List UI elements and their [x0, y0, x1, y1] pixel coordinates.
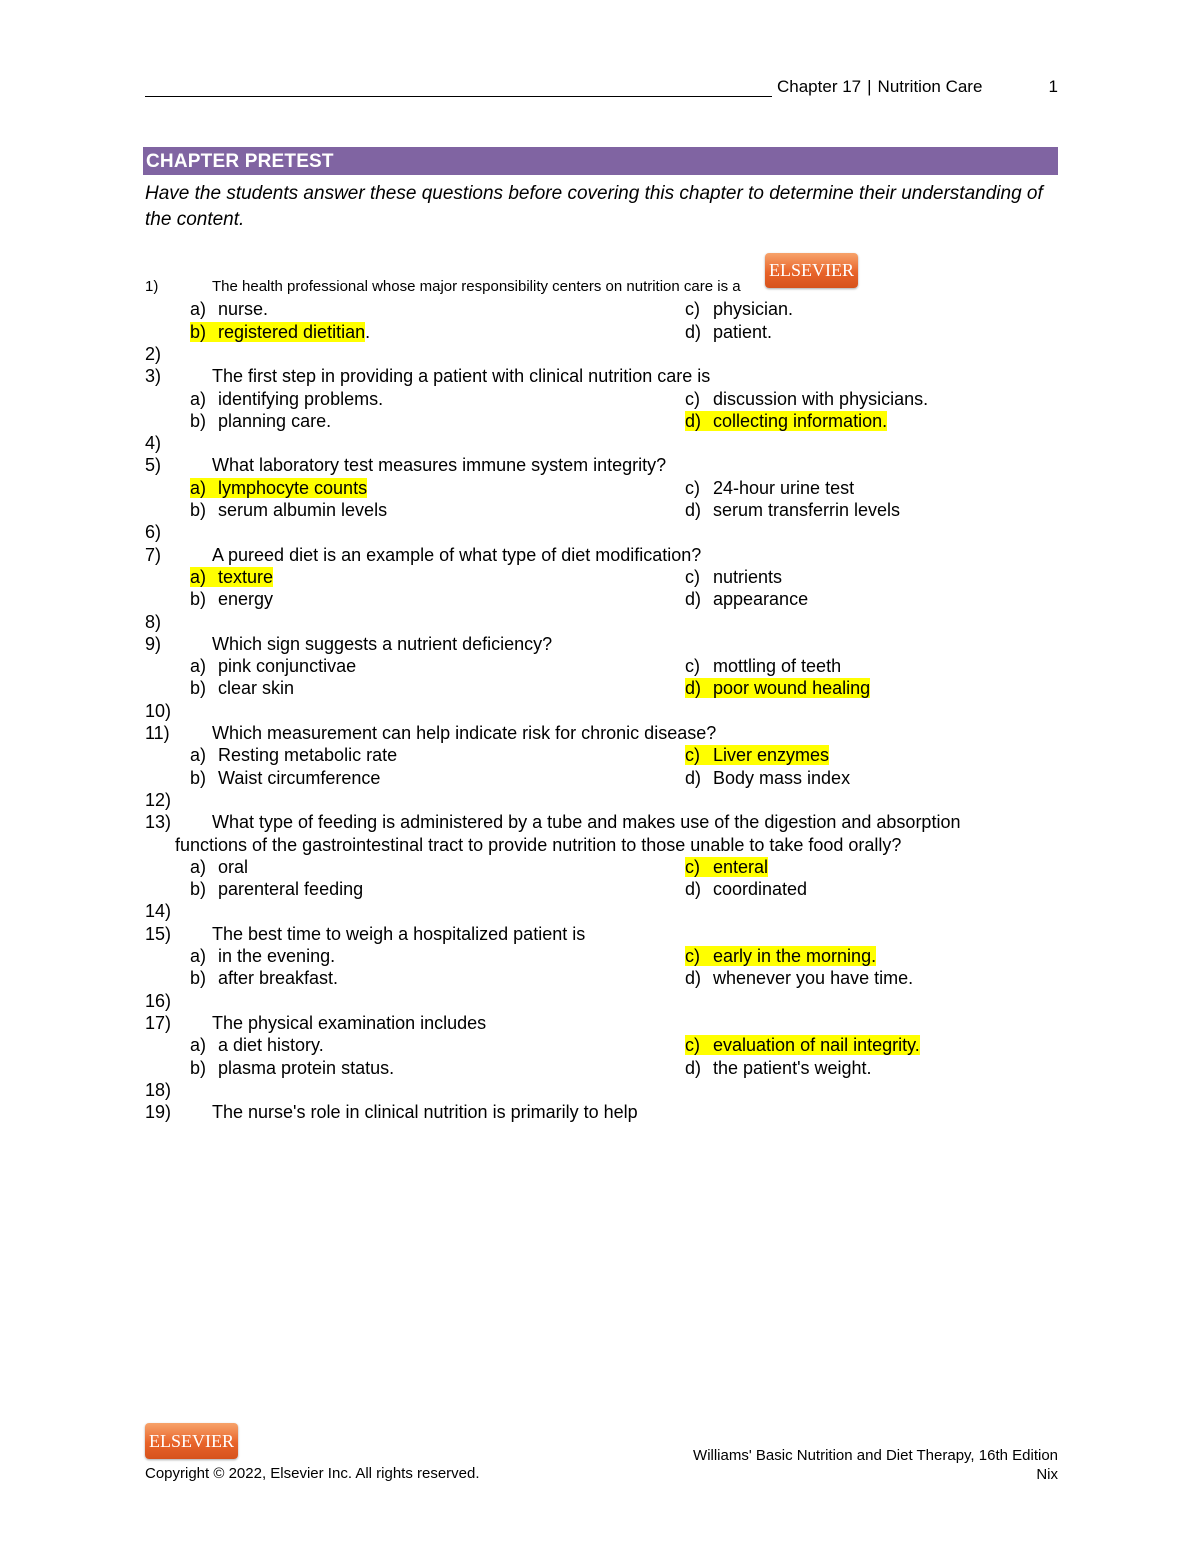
header-separator: | [867, 77, 872, 96]
answer-letter: a) [190, 477, 207, 498]
answer-option [685, 321, 772, 343]
question-number: 18) [145, 1079, 172, 1100]
answer-label: patient. [713, 321, 773, 342]
answer-letter: d) [685, 321, 702, 342]
answer-label: texture [218, 566, 274, 587]
answer-label: in the evening. [218, 946, 336, 966]
answer-text [190, 589, 273, 609]
elsevier-logo-footer: ELSEVIER [145, 1423, 238, 1459]
answer-option [685, 477, 854, 499]
answer-option [190, 321, 370, 343]
answer-letter: a) [190, 299, 207, 320]
question-number: 1) [145, 278, 159, 295]
question-text: The physical examination includes [212, 1012, 487, 1033]
answer-letter: c) [685, 566, 700, 587]
pretest-banner [143, 147, 1058, 175]
answer-letter: b) [190, 879, 207, 900]
answer-letter: b) [190, 767, 207, 788]
answer-option [190, 945, 335, 967]
question-number: 19) [145, 1102, 172, 1123]
answer-label: enteral [713, 856, 769, 877]
answer-label: evaluation of nail integrity. [713, 1035, 920, 1056]
correct-answer-highlight [685, 411, 887, 431]
answer-option [190, 677, 294, 699]
answer-letter: c) [685, 388, 700, 409]
answer-option [685, 1034, 920, 1056]
question-number: 16) [145, 990, 172, 1011]
answer-option [685, 767, 850, 789]
answer-label: Resting metabolic rate [218, 745, 398, 766]
answer-letter: b) [190, 678, 207, 699]
correct-answer-highlight [190, 478, 367, 498]
answer-label: Liver enzymes [713, 745, 830, 766]
answer-label: whenever you have time. [713, 968, 914, 989]
correct-answer-highlight [685, 946, 876, 966]
header-rule [145, 96, 772, 97]
page-header [145, 76, 1058, 98]
answer-option [190, 499, 387, 521]
answer-text [190, 500, 387, 520]
answer-letter: b) [190, 500, 207, 520]
answer-option [190, 967, 338, 989]
answer-text [190, 968, 338, 988]
answer-option [685, 856, 768, 878]
footer-copyright: Copyright © 2022, Elsevier Inc. All rights reserved. [145, 1465, 480, 1482]
answer-text [685, 389, 928, 409]
correct-answer-highlight [685, 1035, 920, 1055]
answer-letter: a) [190, 388, 207, 409]
correct-answer-highlight [190, 567, 273, 587]
question-continuation: functions of the gastrointestinal tract to provide nutrition to those unable to take food orally? [175, 834, 902, 855]
answer-option [685, 744, 829, 766]
answer-letter: b) [190, 410, 207, 431]
answer-label: Body mass index [713, 767, 851, 788]
answer-label: physician. [713, 299, 794, 320]
answer-label: discussion with physicians. [713, 388, 929, 409]
answer-label: poor wound healing [713, 678, 871, 699]
answer-option [685, 298, 793, 320]
answer-text [685, 589, 808, 609]
answer-text [685, 656, 841, 676]
question-text: The best time to weigh a hospitalized patient is [212, 923, 586, 944]
answer-text [190, 656, 356, 676]
correct-answer-highlight [685, 678, 870, 698]
answer-text [190, 389, 383, 409]
correct-answer-highlight [685, 857, 768, 877]
question-text: The health professional whose major responsibility centers on nutrition care is a [212, 278, 741, 295]
question-text: A pureed diet is an example of what type of diet modification? [212, 544, 702, 565]
answer-option [685, 588, 808, 610]
answer-letter: c) [685, 856, 700, 877]
question-number: 11) [145, 723, 170, 743]
question-number: 4) [145, 433, 162, 454]
answer-label: the patient's weight. [713, 1057, 872, 1078]
question-text: Which measurement can help indicate risk for chronic disease? [212, 723, 717, 743]
answer-label: coordinated [713, 879, 808, 900]
question-number: 12) [145, 789, 172, 810]
answer-option [685, 499, 900, 521]
answer-text [685, 478, 854, 498]
question-number: 17) [145, 1012, 172, 1033]
question-text: Which sign suggests a nutrient deficiency? [212, 633, 553, 654]
answer-letter: a) [190, 745, 207, 766]
answer-label: energy [218, 589, 274, 610]
answer-letter: d) [685, 1057, 702, 1078]
answer-option [685, 1057, 872, 1079]
answer-text [685, 567, 782, 587]
answer-label: serum albumin levels [218, 500, 388, 520]
answer-letter: a) [190, 1035, 207, 1056]
answer-label: collecting information. [713, 410, 888, 431]
answer-letter: b) [190, 1057, 207, 1078]
answer-letter: c) [685, 1035, 700, 1056]
answer-letter: c) [685, 946, 700, 966]
answer-option [685, 945, 876, 967]
page-number: 1 [1048, 77, 1058, 96]
answer-letter: c) [685, 299, 700, 320]
answer-letter: d) [685, 678, 702, 699]
answer-option [190, 477, 367, 499]
answer-label: parenteral feeding [218, 879, 364, 900]
answer-letter: a) [190, 946, 207, 966]
answer-letter: d) [685, 500, 702, 520]
answer-text [190, 678, 294, 698]
answer-letter: b) [190, 589, 207, 610]
answer-letter: d) [685, 410, 702, 431]
answer-option [685, 967, 913, 989]
answer-label: a diet history. [218, 1035, 324, 1056]
answer-label: pink conjunctivae [218, 656, 357, 677]
answer-label: Waist circumference [218, 767, 381, 788]
answer-option [190, 744, 397, 766]
answer-option [685, 878, 807, 900]
question-number: 9) [145, 633, 162, 654]
question-number: 7) [145, 544, 162, 565]
answer-letter: a) [190, 856, 207, 877]
answer-text [190, 411, 331, 431]
question-number: 2) [145, 343, 162, 364]
answer-text [685, 1058, 872, 1078]
answer-letter: c) [685, 477, 700, 498]
question-number: 5) [145, 455, 162, 476]
question-number: 6) [145, 522, 162, 543]
answer-option [190, 767, 380, 789]
answer-option [190, 566, 273, 588]
answer-text [685, 500, 900, 520]
answer-label: nurse. [218, 299, 269, 320]
answer-option [190, 878, 363, 900]
question-number: 8) [145, 611, 162, 632]
answer-option [190, 856, 248, 878]
answer-letter: d) [685, 589, 702, 610]
answer-option [190, 410, 331, 432]
answer-text [685, 322, 772, 342]
header-section-label: Nutrition Care [877, 77, 983, 96]
answer-text [685, 299, 793, 319]
answer-text [685, 768, 850, 788]
answer-option [190, 298, 268, 320]
footer-book-title: Williams' Basic Nutrition and Diet Therapy, 16th Edition [693, 1447, 1058, 1464]
answer-letter: b) [190, 968, 207, 989]
answer-text [190, 299, 268, 319]
answer-letter: d) [685, 767, 702, 788]
pretest-intro: Have the students answer these questions before covering this chapter to determine their understanding of the content. [145, 183, 1043, 230]
answer-text [685, 968, 913, 988]
correct-answer-highlight [685, 745, 829, 765]
question-number: 13) [145, 812, 172, 833]
answer-option [685, 410, 887, 432]
answer-text [190, 879, 363, 899]
answer-option [190, 588, 273, 610]
answer-label: 24-hour urine test [713, 477, 855, 498]
answer-text [190, 1058, 394, 1078]
answer-label: registered dietitian [218, 321, 366, 342]
answer-suffix: . [365, 321, 371, 342]
answer-letter: a) [190, 566, 207, 587]
answer-option [190, 388, 383, 410]
answer-label: identifying problems. [218, 388, 384, 409]
answer-label: lymphocyte counts [218, 477, 368, 498]
answer-label: serum transferrin levels [713, 500, 901, 520]
answer-label: planning care. [218, 410, 332, 431]
answer-text [190, 857, 248, 877]
footer-author: Nix [1036, 1466, 1058, 1483]
answer-letter: c) [685, 745, 700, 766]
correct-answer-highlight [190, 322, 365, 342]
answer-letter: a) [190, 656, 207, 677]
answer-letter: d) [685, 968, 702, 989]
answer-letter: d) [685, 879, 702, 900]
answer-label: mottling of teeth [713, 656, 842, 677]
answer-label: clear skin [218, 678, 295, 699]
question-number: 10) [145, 700, 172, 721]
answer-option [685, 566, 782, 588]
answer-option [190, 1034, 324, 1056]
answer-label: nutrients [713, 566, 783, 587]
footer-book-info [693, 1446, 1058, 1484]
question-text: The nurse's role in clinical nutrition is primarily to help [212, 1102, 638, 1123]
answer-option [685, 677, 870, 699]
answer-option [685, 388, 928, 410]
elsevier-logo-inline: ELSEVIER [765, 253, 858, 288]
answer-option [685, 655, 841, 677]
question-text: What laboratory test measures immune system integrity? [212, 455, 667, 476]
answer-text [190, 768, 380, 788]
answer-label: oral [218, 856, 249, 877]
answer-label: plasma protein status. [218, 1057, 395, 1078]
question-number: 3) [145, 366, 162, 387]
answer-option [190, 1057, 394, 1079]
question-number: 15) [145, 923, 172, 944]
answer-label: after breakfast. [218, 968, 339, 989]
pretest-title: CHAPTER PRETEST [146, 151, 334, 172]
answer-letter: c) [685, 656, 700, 677]
header-chapter [777, 77, 982, 97]
answer-letter: b) [190, 321, 207, 342]
question-text: The first step in providing a patient with clinical nutrition care is [212, 366, 711, 387]
answer-text [190, 745, 397, 765]
question-number: 14) [145, 901, 172, 922]
answer-text [190, 1035, 324, 1055]
header-chapter-label: Chapter 17 [777, 77, 862, 96]
answer-label: appearance [713, 589, 809, 610]
answer-label: early in the morning. [713, 946, 877, 966]
answer-text [685, 879, 807, 899]
answer-option [190, 655, 356, 677]
question-text: What type of feeding is administered by a tube and makes use of the digestion and absorption [212, 812, 961, 833]
answer-text [190, 946, 335, 966]
